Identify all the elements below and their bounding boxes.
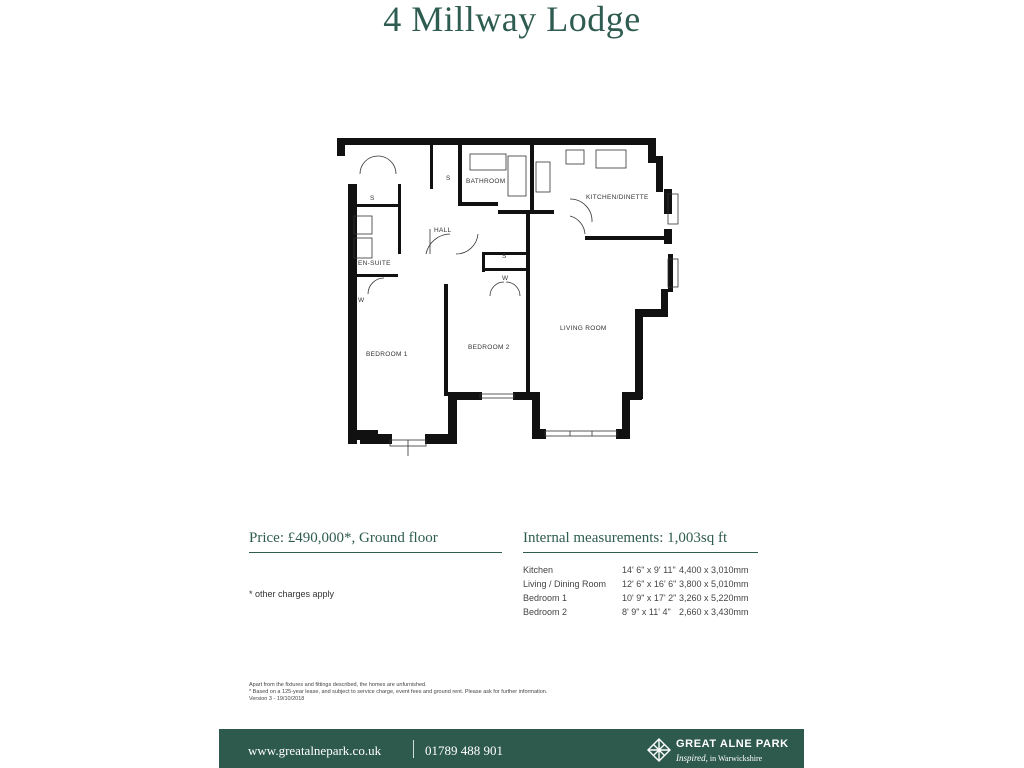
label-cupboard: S — [370, 195, 375, 202]
label-bathroom: BATHROOM — [466, 178, 506, 185]
label-store-2: S — [502, 253, 507, 260]
footer-bar — [219, 729, 804, 768]
room-metric: 2,660 x 3,430mm — [679, 607, 749, 617]
room-dimensions-table — [523, 565, 749, 621]
table-row — [523, 593, 749, 607]
table-row — [523, 579, 749, 593]
disclaimer-line: Version 3 - 19/10/2018 — [249, 696, 305, 702]
disclaimer-line: * Based on a 125-year lease, and subject to service charge, event fees and ground rent. Please ask for further information. — [249, 689, 548, 695]
disclaimer-line: Apart from the fixtures and fittings described, the homes are unfurnished. — [249, 682, 427, 688]
room-name: Bedroom 1 — [523, 593, 568, 603]
floor-plan — [330, 134, 690, 464]
room-metric: 3,800 x 5,010mm — [679, 579, 749, 589]
room-metric: 4,400 x 3,010mm — [679, 565, 749, 575]
phone-number[interactable]: 01789 488 901 — [425, 743, 503, 758]
label-wardrobe-2: W — [358, 297, 365, 304]
label-kitchen: KITCHEN/DINETTE — [586, 194, 649, 201]
disclaimer — [249, 682, 579, 703]
room-imperial: 14' 6" x 9' 11" — [622, 565, 676, 575]
label-living-room: LIVING ROOM — [560, 325, 607, 332]
tagline-rest: in Warwickshire — [709, 754, 763, 763]
footer-divider — [413, 740, 414, 758]
room-name: Living / Dining Room — [523, 579, 607, 589]
brand-tagline — [676, 753, 762, 763]
charges-note: * other charges apply — [249, 589, 335, 599]
label-bedroom1: BEDROOM 1 — [366, 351, 408, 358]
room-metric: 3,260 x 5,220mm — [679, 593, 749, 603]
label-bedroom2: BEDROOM 2 — [468, 344, 510, 351]
label-store: S — [446, 175, 451, 182]
room-name: Bedroom 2 — [523, 607, 568, 617]
tagline-script: Inspired, — [676, 753, 708, 763]
label-hall: HALL — [434, 227, 452, 234]
leaf-lattice-logo-icon — [646, 737, 672, 763]
room-imperial: 10' 9" x 17' 2" — [622, 593, 677, 603]
price-heading: Price: £490,000*, Ground floor — [249, 530, 502, 553]
label-ensuite: EN-SUITE — [358, 260, 391, 267]
table-row — [523, 607, 749, 621]
website-link[interactable]: www.greatalnepark.co.uk — [248, 743, 382, 758]
label-wardrobe: W — [502, 275, 509, 282]
room-imperial: 12' 6" x 16' 6" — [622, 579, 677, 589]
table-row — [523, 565, 749, 579]
room-imperial: 8' 9" x 11' 4" — [622, 607, 671, 617]
floor-plan-drawing — [330, 134, 690, 464]
measurements-heading: Internal measurements: 1,003sq ft — [523, 530, 758, 553]
page-title: 4 Millway Lodge — [383, 0, 641, 39]
brand-name: GREAT ALNE PARK — [676, 738, 789, 750]
room-name: Kitchen — [523, 565, 554, 575]
